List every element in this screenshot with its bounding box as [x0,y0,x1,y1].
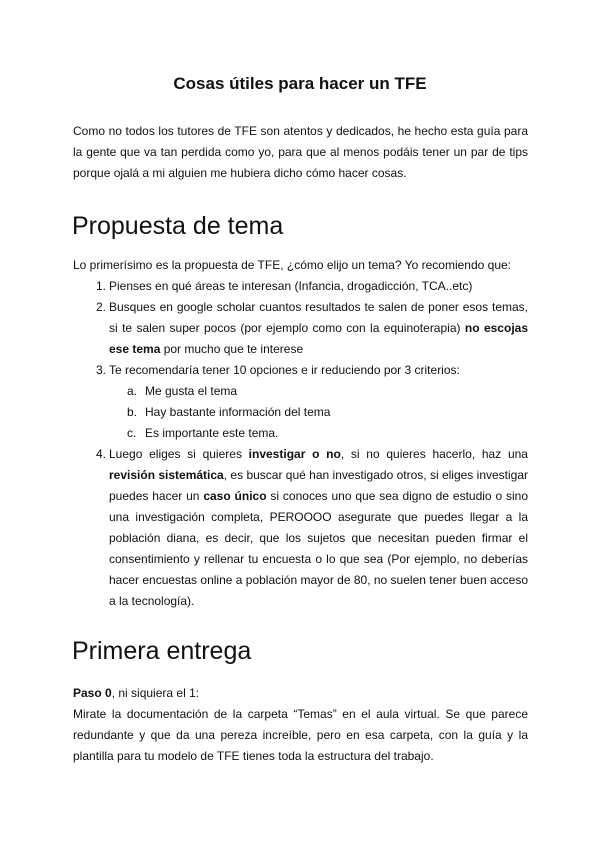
step-line: Paso 0, ni siquiera el 1: [73,686,200,700]
bold-phrase: revisión sistemática [109,468,224,482]
list-text: Pienses en qué áreas te interesan (Infancia, drogadicción, TCA..etc) [109,279,473,293]
list-number: 1. [95,279,106,293]
document-title: Cosas útiles para hacer un TFE [173,74,427,93]
list-number: 4. [95,447,106,461]
intro-paragraph: Como no todos los tutores de TFE son atentos y dedicados, he hecho esta guía para la gente que va tan perdida como yo, para que al menos podáis tener un par de tips porque ojalá a mi alguien me hubiera dicho cómo hacer cosas. [73,124,528,180]
section2-body: Mirate la documentación de la carpeta “Temas” en el aula virtual. Se que parece redundante y que da una pereza increíble, pero en esa carpeta, con la guía y la plantilla para tu modelo de TFE tienes toda la estructura del trabajo. [73,707,528,763]
sublist-letter: c. [127,426,137,440]
sublist-letter: b. [127,405,138,419]
bold-phrase: caso único [203,489,267,503]
sublist-text: Me gusta el tema [145,384,238,398]
section-heading-propuesta: Propuesta de tema [72,212,284,240]
step-label: Paso 0 [73,686,112,700]
list-number: 3. [95,363,106,377]
list-number: 2. [95,300,106,314]
bold-phrase: no escojas ese tema [109,321,528,356]
list-text: Luego eliges si quieres investigar o no, si no quieres hacerlo, haz una revisión sistemática, es buscar qué han investigado otros, si eliges investigar puedes hacer un caso único si conoces uno que sea digno de estudio o sino una investigación completa, PEROOOO asegurate que puedes llegar a la población diana, es decir, que los sujetos que necesitan pueden firmar el consentimiento y rellenar tu encuesta o lo que sea (Por ejemplo, no deberías hacer encuestas online a población mayor de 80, no suelen tener buen acceso a la tecnología). [109,447,529,608]
bold-phrase: investigar o no [248,447,341,461]
list-text: Te recomendaría tener 10 opciones e ir reduciendo por 3 criterios: [109,363,460,377]
sublist-text: Hay bastante información del tema [145,405,331,419]
section1-lead: Lo primerísimo es la propuesta de TFE, ¿cómo elijo un tema? Yo recomiendo que: [73,258,512,272]
sublist-text: Es importante este tema. [145,426,279,440]
section-heading-primera-entrega: Primera entrega [72,637,252,665]
sublist-letter: a. [127,384,138,398]
list-text: Busques en google scholar cuantos resultados te salen de poner esos temas, si te salen super pocos (por ejemplo como con la equinoterapia) no escojas ese tema por mucho que te interese [109,300,528,356]
